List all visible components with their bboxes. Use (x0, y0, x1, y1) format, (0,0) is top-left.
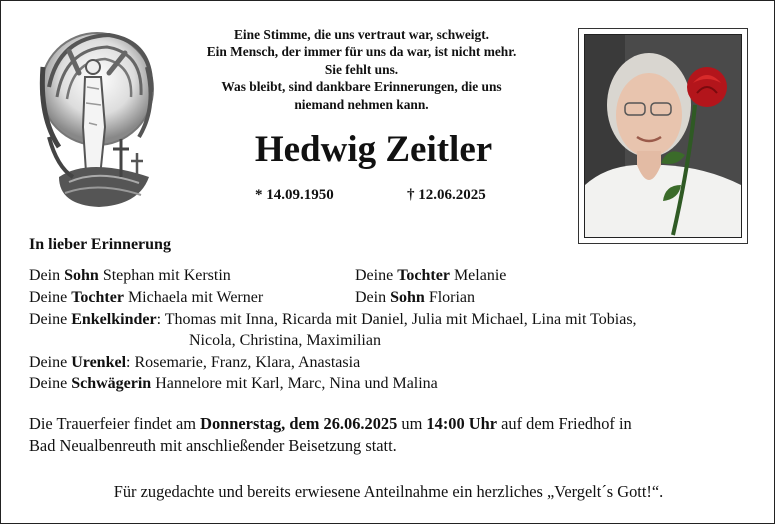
family-entry: Deine Tochter Melanie (355, 267, 507, 284)
poem-line: niemand nehmen kann. (294, 96, 429, 112)
service-notice (29, 413, 632, 457)
family-entry: Dein Sohn Stephan mit Kerstin (29, 267, 231, 284)
portrait-with-rose-icon (585, 35, 741, 237)
photo-frame (578, 28, 748, 244)
family-entry-continuation: Nicola, Christina, Maximilian (189, 332, 381, 349)
resurrection-emblem-icon (29, 27, 159, 209)
poem (169, 26, 554, 113)
death-date: † 12.06.2025 (407, 187, 486, 203)
family-entry: Deine Enkelkinder: Thomas mit Inna, Ricarda mit Daniel, Julia mit Michael, Lina mit Tobias, (29, 311, 637, 328)
poem-line: Was bleibt, sind dankbare Erinnerungen, die uns (221, 79, 502, 95)
poem-line: Ein Mensch, der immer für uns da war, ist nicht mehr. (206, 44, 517, 60)
section-heading: In lieber Erinnerung (29, 236, 171, 253)
poem-line: Eine Stimme, die uns vertraut war, schweigt. (233, 27, 490, 42)
thanks-note: Für zugedachte und bereits erwiesene Anteilnahme ein herzliches „Vergelt´s Gott!“. (113, 482, 664, 501)
family-entry: Deine Tochter Michaela mit Werner (29, 289, 264, 306)
family-entry: Deine Schwägerin Hannelore mit Karl, Marc, Nina und Malina (29, 375, 438, 392)
birth-date: * 14.09.1950 (255, 187, 334, 203)
deceased-name: Hedwig Zeitler (254, 129, 493, 170)
service-line: Die Trauerfeier findet am Donnerstag, dem 26.06.2025 um 14:00 Uhr auf dem Friedhof in (29, 414, 632, 433)
family-entry: Deine Urenkel: Rosemarie, Franz, Klara, Anastasia (29, 354, 361, 371)
family-entry: Dein Sohn Florian (355, 289, 476, 306)
service-line: Bad Neualbenreuth mit anschließender Beisetzung statt. (29, 436, 397, 455)
poem-line: Sie fehlt uns. (324, 61, 399, 77)
portrait-photo (584, 34, 742, 238)
